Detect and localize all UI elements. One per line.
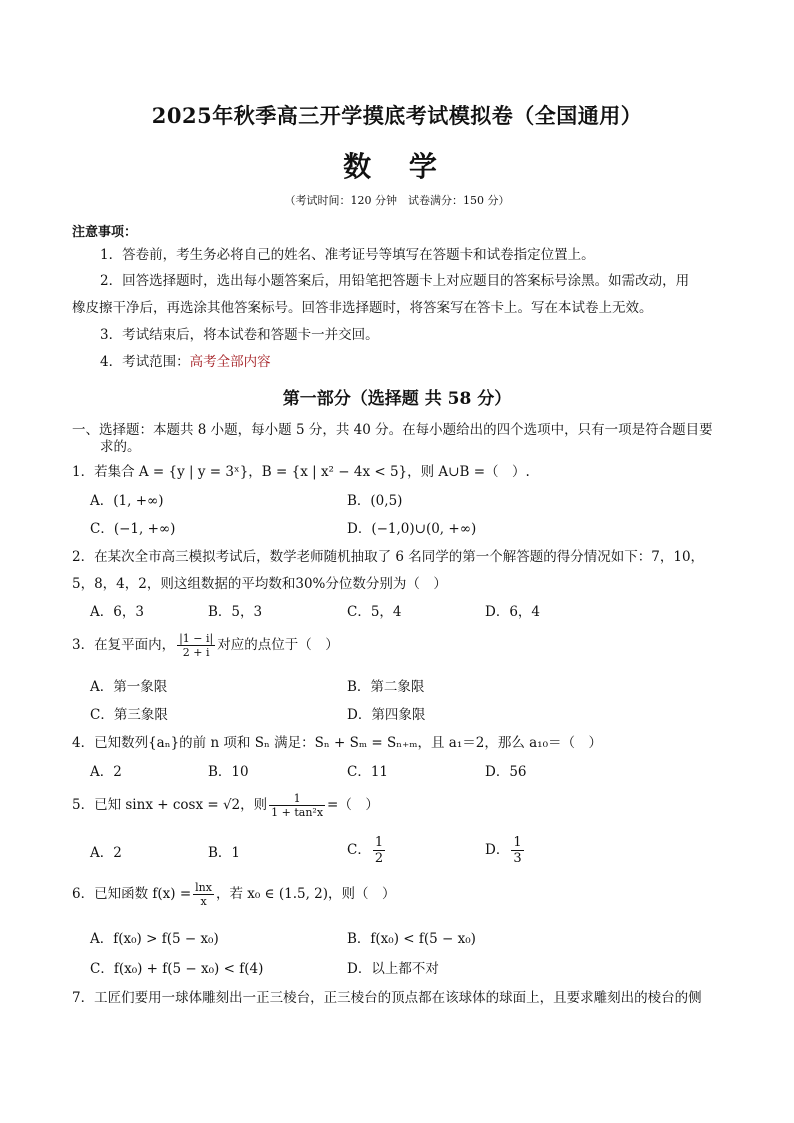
subject-title: 数 学 [343, 150, 451, 183]
note-scope-value: 高考全部内容 [189, 354, 271, 370]
question-6-stem-pre: 6．已知函数 f(x) = [72, 886, 192, 902]
question-6-option-d: D．以上都不对 [347, 961, 439, 977]
question-5-stem-post: =（ ） [327, 797, 379, 813]
question-5-stem [72, 792, 379, 819]
fraction-denominator: 3 [513, 851, 522, 866]
option-fraction [373, 835, 385, 866]
question-1-option-d: D．(−1,0)∪(0, +∞) [347, 521, 477, 537]
option-fraction [511, 835, 523, 866]
question-1-option-c: C．(−1, +∞) [90, 521, 176, 537]
fraction-numerator: 1 [513, 835, 522, 850]
question-3-stem [72, 632, 339, 659]
question-6-stem [72, 881, 396, 908]
notes-heading: 注意事项： [72, 225, 138, 240]
question-1-stem: 1．若集合 A = {y | y = 3ˣ}，B = {x | x² − 4x < 5}，则 A∪B =（ ）. [72, 464, 530, 480]
question-3-option-c: C．第三象限 [90, 707, 168, 723]
section-heading: 一、选择题：本题共 8 小题，每小题 5 分，共 40 分。在每小题给出的四个选项中，只有一项是符合题目要 [72, 422, 713, 438]
question-2-option-d: D．6，4 [485, 604, 541, 620]
note-scope-label: 4．考试范围： [100, 354, 190, 370]
question-3-option-d: D．第四象限 [347, 707, 426, 723]
question-2-stem: 2．在某次全市高三模拟考试后，数学老师随机抽取了 6 名同学的第一个解答题的得分情况如下：7，10， [72, 549, 705, 565]
question-6-option-a: A．f(x₀) > f(5 − x₀) [90, 931, 219, 947]
fraction-denominator: 2 + i [182, 646, 210, 659]
question-4-stem: 4．已知数列{aₙ}的前 n 项和 Sₙ 满足：Sₙ + Sₘ = Sₙ₊ₘ，且 a₁＝2，那么 a₁₀＝（ ） [72, 735, 603, 751]
exam-title: 2025年秋季高三开学摸底考试模拟卷（全国通用） [151, 103, 643, 128]
fraction-denominator: x [200, 895, 207, 908]
fraction-numerator: 1 [374, 835, 384, 850]
question-2-option-c: C．5，4 [347, 604, 402, 620]
fraction-numerator: lnx [195, 881, 212, 894]
question-2-option-b: B．5，3 [208, 604, 263, 620]
note-item: 3．考试结束后，将本试卷和答题卡一并交回。 [100, 327, 379, 343]
note-item: 橡皮擦干净后，再选涂其他答案标号。回答非选择题时，将答案写在答卡上。写在本试卷上无效。 [72, 300, 653, 316]
question-4-option-a: A．2 [90, 764, 122, 780]
question-6-option-b: B．f(x₀) < f(5 − x₀) [347, 931, 476, 947]
question-5-option-a: A．2 [90, 845, 122, 861]
question-3-option-b: B．第二象限 [347, 679, 425, 695]
question-5-fraction [269, 792, 325, 819]
fraction-numerator: |1 − i| [179, 632, 214, 645]
section-heading-cont: 求的。 [100, 439, 141, 455]
question-1-option-a: A．(1, +∞) [90, 493, 164, 509]
option-label: C． [347, 842, 371, 858]
fraction-denominator: 2 [374, 851, 384, 866]
part-title: 第一部分（选择题 共 58 分） [282, 389, 512, 409]
question-5-option-d [485, 835, 526, 866]
question-1-option-b: B．(0,5) [347, 493, 403, 509]
question-4-option-c: C．11 [347, 764, 389, 780]
note-item: 1．答卷前，考生务必将自己的姓名、准考证号等填写在答题卡和试卷指定位置上。 [100, 247, 595, 263]
fraction-numerator: 1 [269, 792, 325, 806]
question-3-option-a: A．第一象限 [90, 679, 168, 695]
note-item: 2．回答选择题时，选出每小题答案后，用铅笔把答题卡上对应题目的答案标号涂黑。如需改动，用 [100, 273, 690, 289]
question-6-fraction [193, 881, 214, 908]
question-2-option-a: A．6，3 [90, 604, 144, 620]
fraction-denominator: 1 + tan²x [271, 806, 324, 819]
question-5-option-c [347, 835, 387, 866]
question-2-stem-cont: 5，8，4，2，则这组数据的平均数和30%分位数分别为（ ） [72, 576, 447, 592]
question-6-option-c: C．f(x₀) + f(5 − x₀) < f(4) [90, 961, 264, 977]
question-3-stem-post: 对应的点位于（ ） [217, 637, 339, 653]
question-3-stem-pre: 3．在复平面内， [72, 637, 176, 653]
question-4-option-d: D．56 [485, 764, 527, 780]
exam-info: （考试时间：120 分钟 试卷满分：150 分） [284, 194, 510, 207]
option-label: D． [485, 842, 510, 858]
question-7-stem: 7．工匠们要用一球体雕刻出一正三棱台，正三棱台的顶点都在该球体的球面上，且要求雕刻出的棱台的侧 [72, 990, 702, 1006]
question-3-fraction [177, 632, 215, 659]
question-6-stem-post: ，若 x₀ ∈ (1.5, 2)，则（ ） [215, 886, 396, 902]
question-5-option-b: B．1 [208, 845, 241, 861]
question-5-stem-pre: 5．已知 sinx + cosx = √2，则 [72, 797, 268, 813]
note-item [100, 349, 271, 375]
question-4-option-b: B．10 [208, 764, 249, 780]
